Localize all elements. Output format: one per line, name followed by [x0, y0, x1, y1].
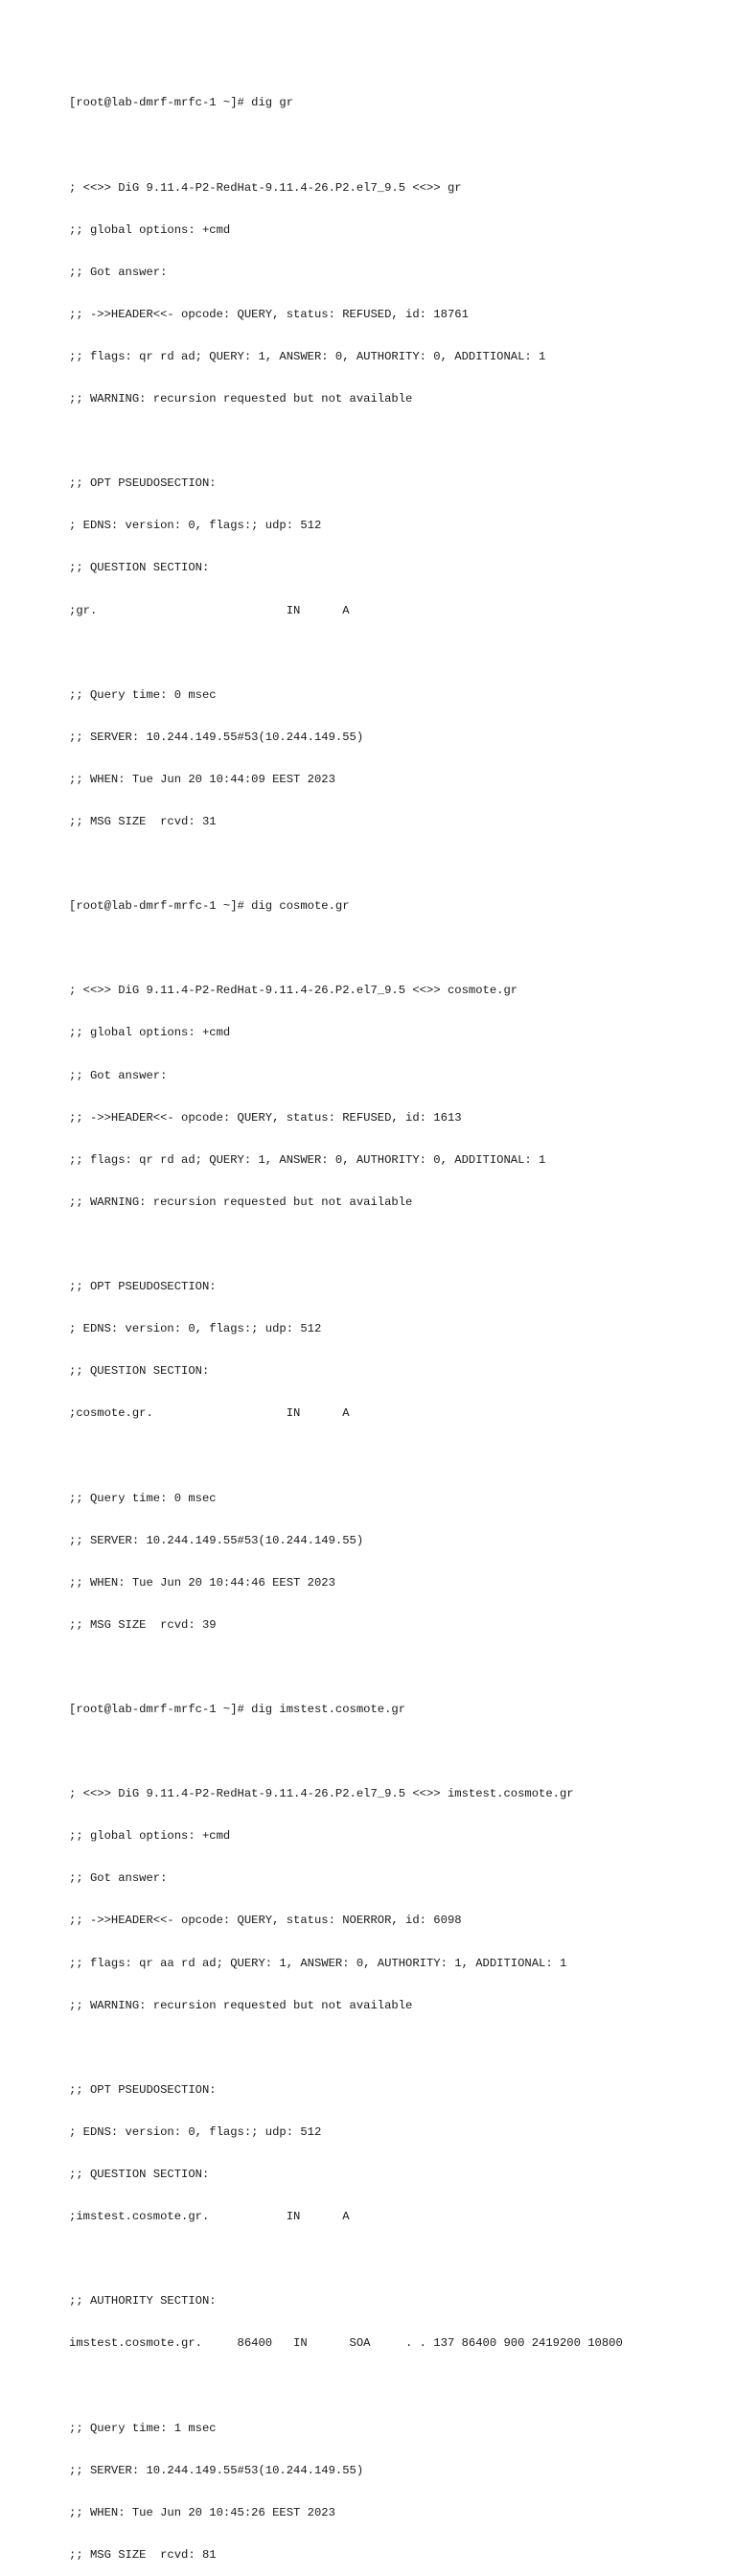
output-line: ;; flags: qr aa rd ad; QUERY: 1, ANSWER: 0, AUTHORITY: 1, ADDITIONAL: 1 — [69, 1956, 567, 1970]
prompt-line: [root@lab-dmrf-mrfc-1 ~]# dig imstest.cosmote.gr — [69, 1702, 406, 1716]
blank-line — [69, 1660, 623, 1675]
output-line: ;; global options: +cmd — [69, 1026, 231, 1040]
blank-line — [69, 1745, 623, 1759]
blank-line — [69, 646, 623, 661]
output-line: ;; Got answer: — [69, 265, 168, 279]
output-line: ;; MSG SIZE rcvd: 31 — [69, 815, 217, 828]
output-line: ;; OPT PSEUDOSECTION: — [69, 2082, 217, 2097]
output-line: ;; Got answer: — [69, 1068, 168, 1082]
output-line: ;; WARNING: recursion requested but not available — [69, 392, 413, 406]
output-line: ; <<>> DiG 9.11.4-P2-RedHat-9.11.4-26.P2.el7_9.5 <<>> imstest.cosmote.gr — [69, 1787, 574, 1801]
output-line: ;; AUTHORITY SECTION: — [69, 2294, 217, 2309]
blank-line — [69, 857, 623, 871]
output-line: ;; MSG SIZE rcvd: 81 — [69, 2547, 217, 2562]
output-line: ;; Got answer: — [69, 1871, 168, 1886]
output-line: ; <<>> DiG 9.11.4-P2-RedHat-9.11.4-26.P2.el7_9.5 <<>> cosmote.gr — [69, 984, 518, 998]
output-line: ;; Query time: 0 msec — [69, 1491, 217, 1505]
output-line: ;; ->>HEADER<<- opcode: QUERY, status: NOERROR, id: 6098 — [69, 1914, 462, 1928]
blank-line — [69, 1238, 623, 1252]
output-line: ;; WHEN: Tue Jun 20 10:45:26 EEST 2023 — [69, 2505, 335, 2519]
prompt-line: [root@lab-dmrf-mrfc-1 ~]# dig cosmote.gr — [69, 899, 350, 914]
output-line: ;; WHEN: Tue Jun 20 10:44:46 EEST 2023 — [69, 1575, 335, 1590]
output-line: ;; SERVER: 10.244.149.55#53(10.244.149.55) — [69, 730, 364, 744]
blank-line — [69, 139, 623, 153]
output-line: ;; flags: qr rd ad; QUERY: 1, ANSWER: 0, AUTHORITY: 0, ADDITIONAL: 1 — [69, 1152, 546, 1167]
output-line: ; EDNS: version: 0, flags:; udp: 512 — [69, 1322, 322, 1336]
output-line: ;; MSG SIZE rcvd: 39 — [69, 1617, 217, 1632]
prompt-line: [root@lab-dmrf-mrfc-1 ~]# dig gr — [69, 96, 294, 110]
output-line: ;; WHEN: Tue Jun 20 10:44:09 EEST 2023 — [69, 772, 335, 786]
output-line: ;; WARNING: recursion requested but not available — [69, 1195, 413, 1209]
output-line: ;; QUESTION SECTION: — [69, 561, 210, 575]
output-line: ;; flags: qr rd ad; QUERY: 1, ANSWER: 0, AUTHORITY: 0, ADDITIONAL: 1 — [69, 349, 546, 363]
output-line: ;; SERVER: 10.244.149.55#53(10.244.149.55) — [69, 2463, 364, 2477]
output-line: ;; global options: +cmd — [69, 222, 231, 237]
blank-line — [69, 1449, 623, 1463]
blank-line — [69, 2041, 623, 2055]
blank-line — [69, 941, 623, 956]
output-line: ; EDNS: version: 0, flags:; udp: 512 — [69, 519, 322, 533]
output-line: ;; Query time: 1 msec — [69, 2421, 217, 2435]
output-line: ;; QUESTION SECTION: — [69, 2168, 210, 2181]
blank-line — [69, 434, 623, 449]
terminal-output — [69, 68, 623, 2576]
output-line: ;; QUESTION SECTION: — [69, 1364, 210, 1379]
output-line: imstest.cosmote.gr. 86400 IN SOA . . 137 86400 900 2419200 10800 — [69, 2336, 623, 2351]
output-line: ;; WARNING: recursion requested but not available — [69, 1998, 413, 2012]
output-line: ;; OPT PSEUDOSECTION: — [69, 476, 217, 491]
output-line: ;imstest.cosmote.gr. IN A — [69, 2210, 350, 2224]
output-line: ;; ->>HEADER<<- opcode: QUERY, status: REFUSED, id: 18761 — [69, 307, 469, 321]
output-line: ;cosmote.gr. IN A — [69, 1406, 350, 1421]
output-line: ;; Query time: 0 msec — [69, 687, 217, 702]
output-line: ;gr. IN A — [69, 603, 350, 617]
blank-line — [69, 2252, 623, 2266]
output-line: ;; SERVER: 10.244.149.55#53(10.244.149.55) — [69, 1533, 364, 1547]
output-line: ; <<>> DiG 9.11.4-P2-RedHat-9.11.4-26.P2.el7_9.5 <<>> gr — [69, 180, 462, 195]
output-line: ;; ->>HEADER<<- opcode: QUERY, status: REFUSED, id: 1613 — [69, 1110, 462, 1125]
output-line: ; EDNS: version: 0, flags:; udp: 512 — [69, 2124, 322, 2139]
blank-line — [69, 2379, 623, 2393]
output-line: ;; OPT PSEUDOSECTION: — [69, 1280, 217, 1294]
output-line: ;; global options: +cmd — [69, 1829, 231, 1844]
